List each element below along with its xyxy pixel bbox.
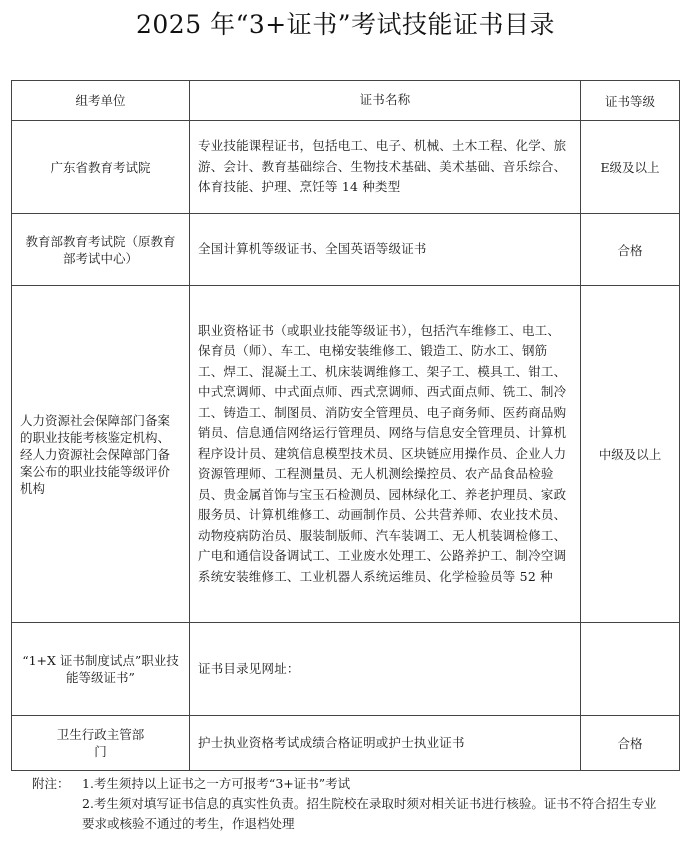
unit-cell: 人力资源社会保障部门备案的职业技能考核鉴定机构、经人力资源社会保障部门备案公布的职业技能等级评价机构 <box>12 286 190 623</box>
table-row <box>12 716 680 771</box>
certificate-name-cell: 专业技能课程证书，包括电工、电子、机械、土木工程、化学、旅游、会计、教育基础综合、生物技术基础、美术基础、音乐综合、体育技能、护理、烹饪等 14 种类型 <box>190 121 581 214</box>
certificate-level-cell <box>581 623 680 716</box>
certificate-name-cell: 全国计算机等级证书、全国英语等级证书 <box>190 214 581 286</box>
certificate-name-cell: 职业资格证书（或职业技能等级证书），包括汽车维修工、电工、保育员（师）、车工、电梯安装维修工、锻造工、防水工、钢筋工、焊工、混凝土工、机床装调维修工、架子工、模具工、钳工、中式烹调师、中式面点师、西式烹调师、西式面点师、铣工、制冷工、铸造工、制图员、消防安全管理员、电子商务师、医药商品购销员、信息通信网络运行管理员、网络与信息安全管理员、计算机程序设计员、建筑信息模型技术员、区块链应用操作员、企业人力资源管理师、工程测量员、无人机测绘操控员、农产品食品检验员、贵金属首饰与宝玉石检测员、园林绿化工、养老护理员、家政服务员、计算机维修工、动画制作员、公共营养师、农业技术员、动物疫病防治员、服装制版师、汽车装调工、无人机装调检修工、广电和通信设备调试工、工业废水处理工、公路养护工、制冷空调系统安装维修工、工业机器人系统运维员、化学检验员等 52 种 <box>190 286 581 623</box>
certificate-level-cell: E级及以上 <box>581 121 680 214</box>
note-text: 2.考生须对填写证书信息的真实性负责。招生院校在录取时须对相关证书进行核验。证书不符合招生专业要求或核验不通过的考生，作退档处理 <box>82 796 657 831</box>
note-item <box>32 794 662 834</box>
certificate-name-cell: 证书目录见网址： <box>190 623 581 716</box>
table-row <box>12 121 680 214</box>
certificate-level-cell: 合格 <box>581 716 680 771</box>
header-unit: 组考单位 <box>12 81 190 121</box>
certificate-level-cell: 中级及以上 <box>581 286 680 623</box>
table-header-row <box>12 81 680 121</box>
unit-cell: 教育部教育考试院（原教育部考试中心） <box>12 214 190 286</box>
note-text: 1.考生须持以上证书之一方可报考“3+证书”考试 <box>82 776 351 791</box>
header-certificate-name: 证书名称 <box>190 81 581 121</box>
table-row <box>12 623 680 716</box>
unit-cell: 卫生行政主管部门 <box>12 716 190 771</box>
notes-prefix: 附注： <box>32 776 70 791</box>
unit-cell: “1+X 证书制度试点”职业技能等级证书” <box>12 623 190 716</box>
page-title: 2025 年“3+证书”考试技能证书目录 <box>136 10 555 39</box>
unit-cell: 广东省教育考试院 <box>12 121 190 214</box>
certificate-table <box>11 80 680 771</box>
certificate-level-cell: 合格 <box>581 214 680 286</box>
table-row <box>12 286 680 623</box>
note-item <box>32 774 662 794</box>
header-certificate-level: 证书等级 <box>581 81 680 121</box>
notes-section <box>32 774 662 834</box>
table-row <box>12 214 680 286</box>
certificate-name-cell: 护士执业资格考试成绩合格证明或护士执业证书 <box>190 716 581 771</box>
